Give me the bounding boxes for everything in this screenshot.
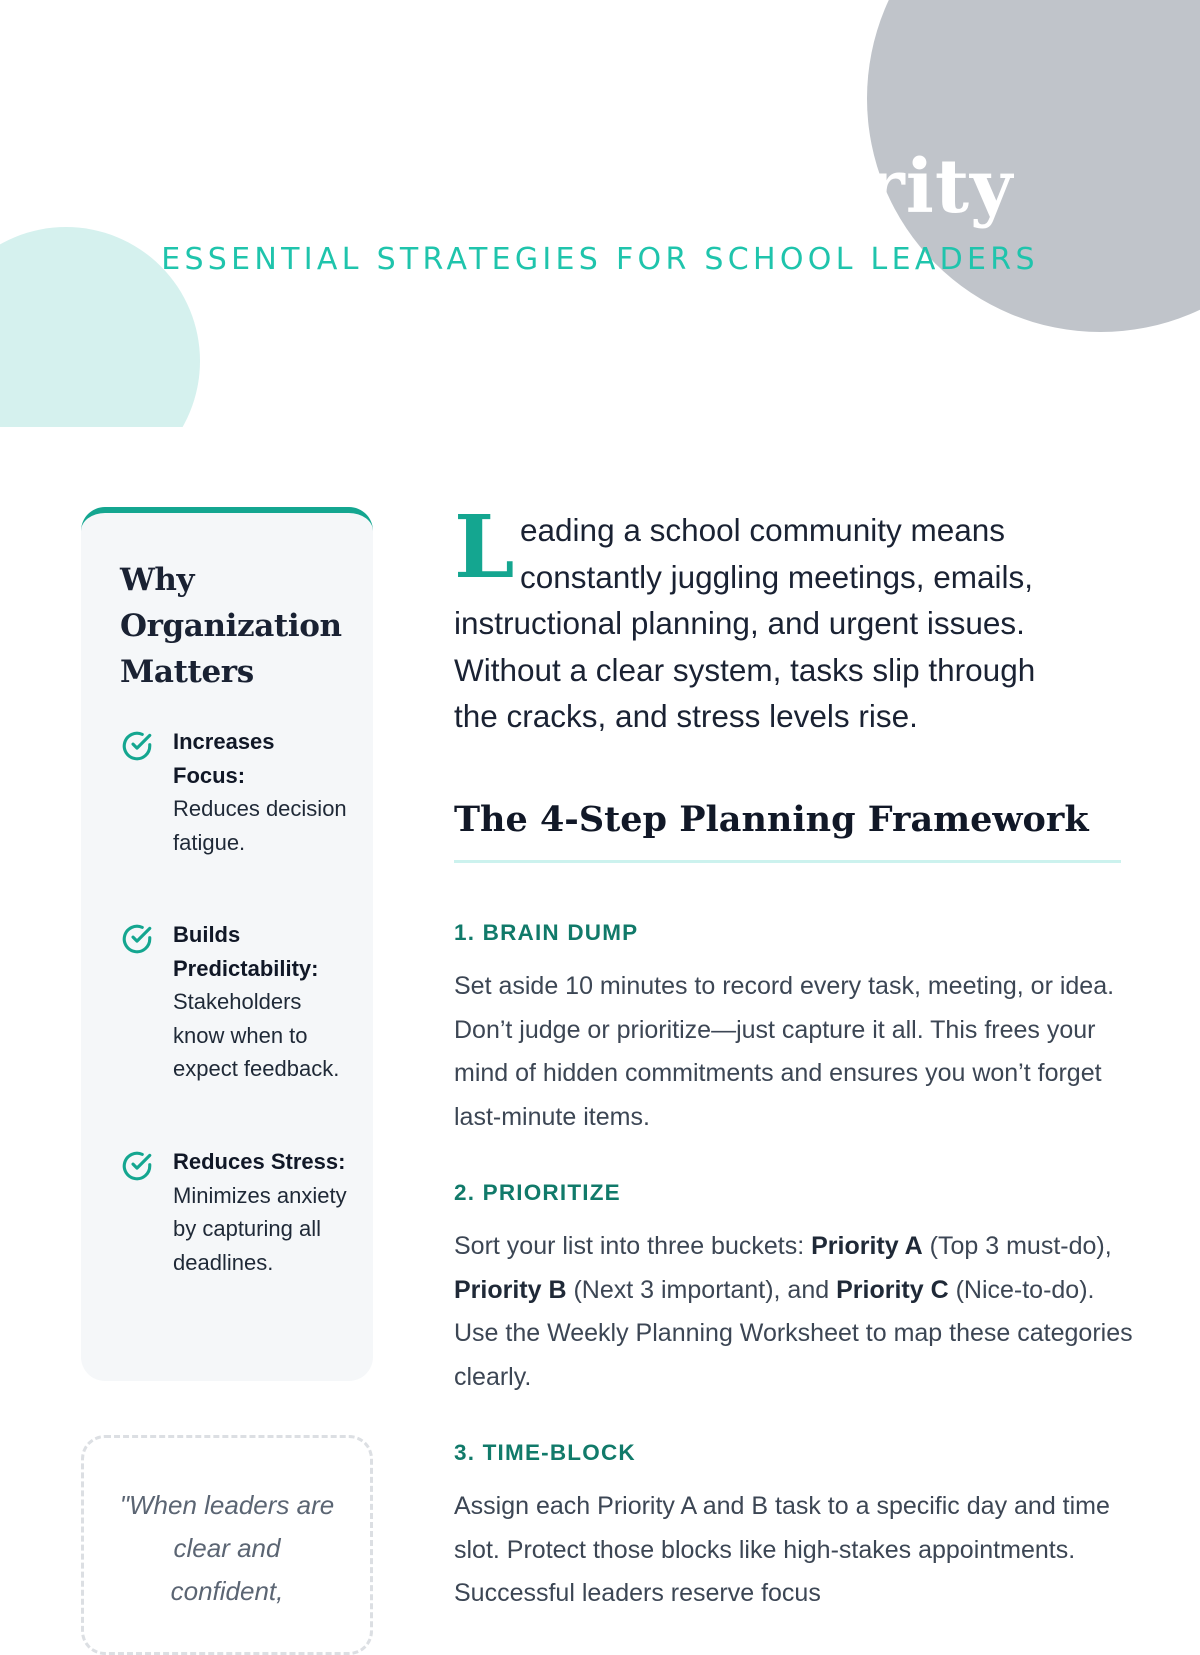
priority-b-label: Priority B <box>454 1275 567 1304</box>
quote-card <box>81 1435 373 1655</box>
benefit-description: Reduces decision fatigue. <box>173 796 347 855</box>
benefit-title: Reduces Stress: <box>173 1149 346 1174</box>
page-subtitle: ESSENTIAL STRATEGIES FOR SCHOOL LEADERS <box>161 242 1039 277</box>
step-body: Assign each Priority A and B task to a specific day and time slot. Protect those blocks like high-stakes appointments. Successful leaders reserve focus <box>454 1492 1110 1607</box>
step-body: Set aside 10 minutes to record every task, meeting, or idea. Don’t judge or prioritize—just capture it all. This frees your mind of hidden commitments and ensures you won’t forget last-minute items. <box>454 972 1115 1131</box>
check-circle-icon <box>120 1149 154 1183</box>
intro-paragraph-line: eading a school community means <box>520 512 1006 548</box>
check-circle-icon <box>120 922 154 956</box>
priority-a-label: Priority A <box>811 1232 923 1260</box>
section-heading: The 4-Step Planning Framework <box>454 799 1089 840</box>
benefit-title: Increases Focus: <box>173 729 275 788</box>
benefit-title: Builds Predictability: <box>173 922 319 981</box>
step-body <box>454 1225 1134 1399</box>
check-circle-icon <box>120 729 154 763</box>
intro-paragraph-line: Without a clear system, tasks slip through <box>454 652 1036 688</box>
step-text: (Next 3 important), and <box>566 1275 837 1304</box>
step-text: (Nice-to-do). Use the Weekly Planning Worksheet to map these categories clearly. <box>454 1275 1133 1391</box>
step-text: (Top 3 must-do), <box>922 1232 1112 1260</box>
section-divider <box>454 860 1121 863</box>
step-heading: 2. PRIORITIZE <box>454 1180 621 1205</box>
page-header <box>0 0 1200 427</box>
intro-paragraph-line: instructional planning, and urgent issues. <box>454 605 1025 641</box>
sidebar-heading: Why Organization Matters <box>120 562 342 690</box>
intro-paragraph-line: the cracks, and stress levels rise. <box>454 698 918 734</box>
intro-paragraph-line: constantly juggling meetings, emails, <box>520 559 1034 595</box>
step-heading: 3. TIME-BLOCK <box>454 1440 636 1465</box>
priority-c-label: Priority C <box>836 1275 949 1304</box>
page-title: rity <box>865 144 1014 230</box>
benefit-description: Minimizes anxiety by capturing all deadlines. <box>173 1182 347 1275</box>
step-heading: 1. BRAIN DUMP <box>454 920 639 945</box>
pull-quote: "When leaders are clear and confident, <box>119 1490 335 1606</box>
step-text: Sort your list into three buckets: <box>454 1232 812 1260</box>
drop-cap: L <box>454 497 515 598</box>
sidebar-card <box>81 507 373 1381</box>
benefit-description: Stakeholders know when to expect feedback. <box>173 989 340 1081</box>
